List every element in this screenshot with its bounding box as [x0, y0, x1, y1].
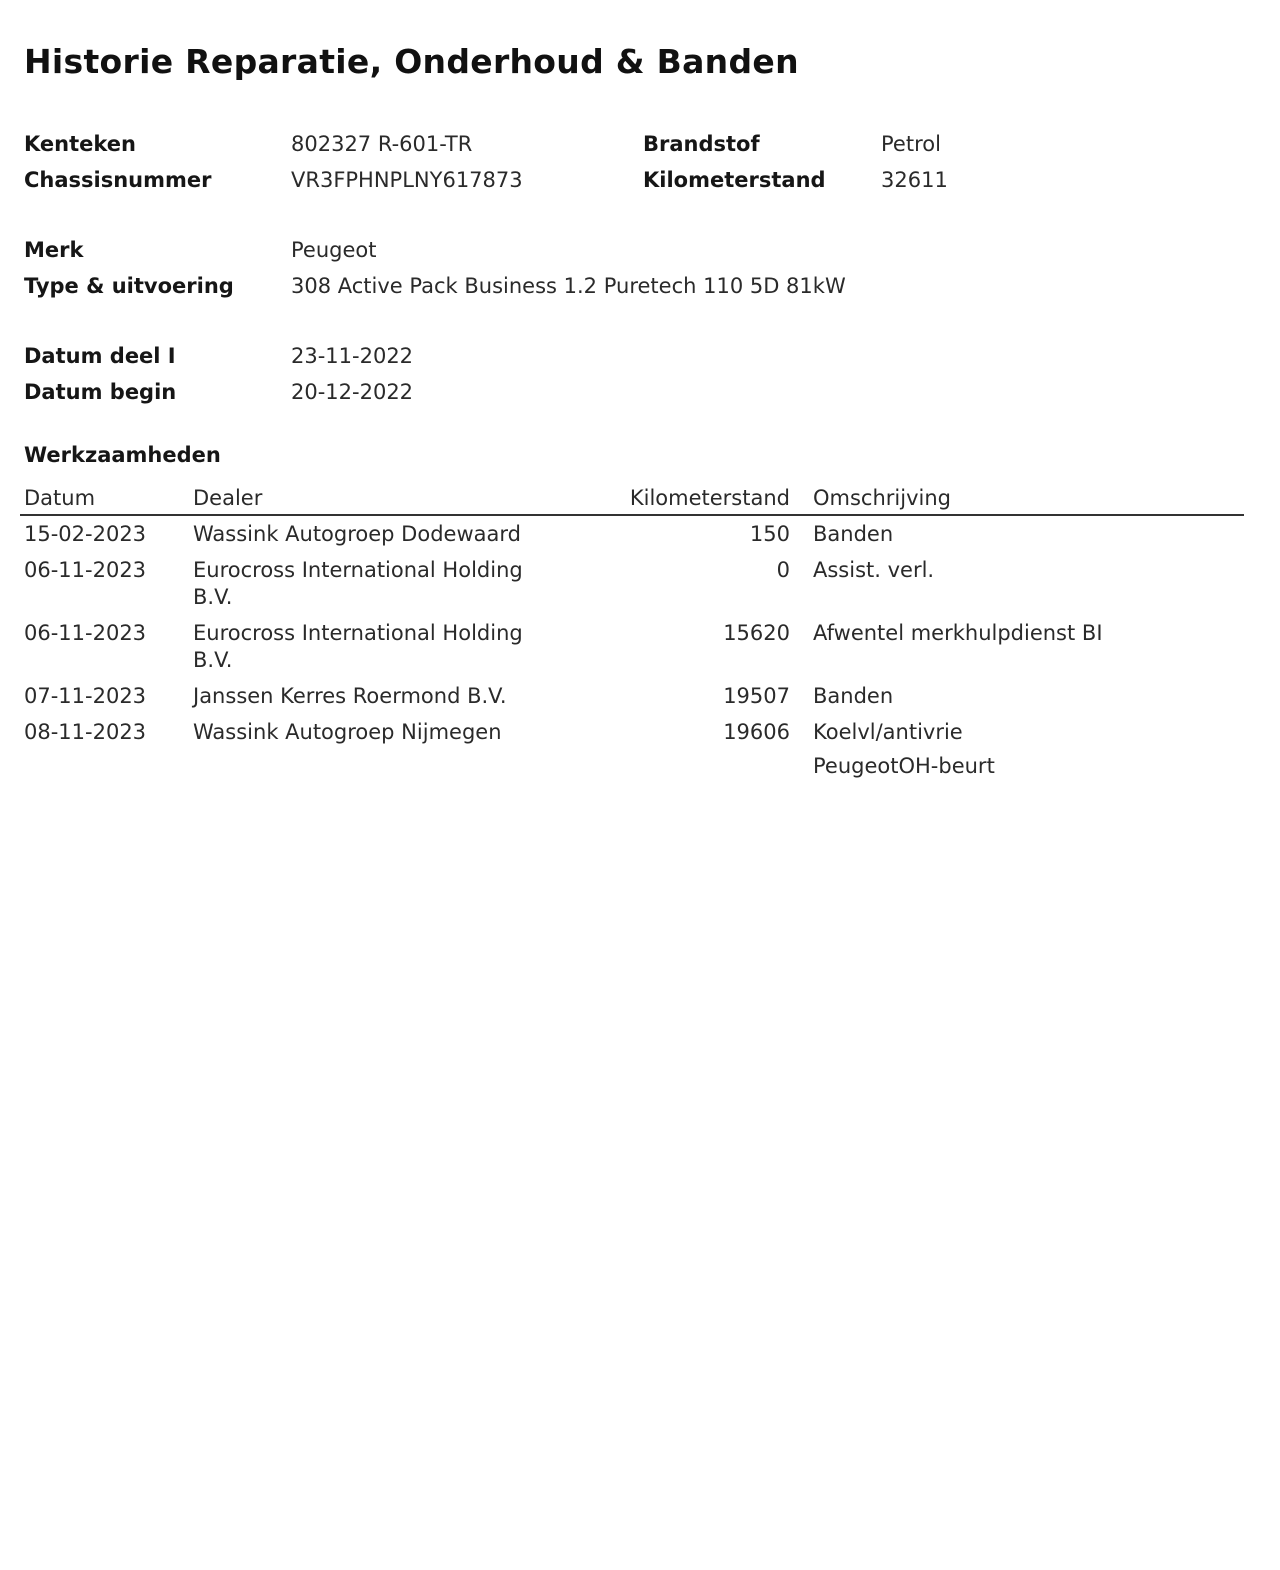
- cell-dealer: Eurocross International Holding: [193, 558, 523, 582]
- cell-omschrijving: Afwentel merkhulpdienst BI: [813, 621, 1103, 645]
- datum-begin-label: Datum begin: [24, 380, 177, 404]
- datum-deel-label: Datum deel I: [24, 344, 176, 368]
- column-header-kilometerstand: Kilometerstand: [629, 486, 790, 510]
- kenteken-value: 802327 R-601-TR: [291, 132, 473, 156]
- table-header-divider: [20, 514, 1244, 516]
- type-label: Type & uitvoering: [24, 274, 234, 298]
- brandstof-label: Brandstof: [643, 132, 760, 156]
- merk-label: Merk: [24, 238, 84, 262]
- cell-datum: 15-02-2023: [24, 522, 147, 546]
- cell-kilometerstand: 19507: [723, 684, 790, 708]
- cell-datum: 06-11-2023: [24, 621, 147, 645]
- cell-omschrijving: Banden: [813, 684, 894, 708]
- cell-dealer: Wassink Autogroep Nijmegen: [193, 720, 502, 744]
- chassis-value: VR3FPHNPLNY617873: [291, 168, 523, 192]
- merk-value: Peugeot: [291, 238, 377, 262]
- cell-dealer-continued: B.V.: [193, 648, 233, 672]
- kilometerstand-label: Kilometerstand: [643, 168, 826, 192]
- cell-kilometerstand: 150: [749, 522, 790, 546]
- kilometerstand-value: 32611: [881, 168, 948, 192]
- datum-begin-value: 20-12-2022: [291, 380, 414, 404]
- column-header-datum: Datum: [24, 486, 96, 510]
- datum-deel-value: 23-11-2022: [291, 344, 414, 368]
- cell-dealer: Eurocross International Holding: [193, 621, 523, 645]
- brandstof-value: Petrol: [881, 132, 941, 156]
- cell-dealer: Janssen Kerres Roermond B.V.: [193, 684, 507, 708]
- cell-dealer: Wassink Autogroep Dodewaard: [193, 522, 521, 546]
- cell-datum: 06-11-2023: [24, 558, 147, 582]
- cell-dealer-continued: B.V.: [193, 585, 233, 609]
- cell-kilometerstand: 15620: [723, 621, 790, 645]
- cell-omschrijving: Assist. verl.: [813, 558, 935, 582]
- column-header-omschrijving: Omschrijving: [813, 486, 951, 510]
- type-value: 308 Active Pack Business 1.2 Puretech 110 5D 81kW: [291, 274, 846, 298]
- chassis-label: Chassisnummer: [24, 168, 212, 192]
- cell-omschrijving: Banden: [813, 522, 894, 546]
- cell-kilometerstand: 19606: [723, 720, 790, 744]
- page-title: Historie Reparatie, Onderhoud & Banden: [24, 42, 799, 81]
- cell-omschrijving: Koelvl/antivrie: [813, 720, 963, 744]
- cell-datum: 07-11-2023: [24, 684, 147, 708]
- kenteken-label: Kenteken: [24, 132, 136, 156]
- cell-datum: 08-11-2023: [24, 720, 147, 744]
- column-header-dealer: Dealer: [193, 486, 263, 510]
- cell-kilometerstand: 0: [776, 558, 790, 582]
- werkzaamheden-heading: Werkzaamheden: [24, 443, 221, 467]
- cell-omschrijving-continued: PeugeotOH-beurt: [813, 754, 995, 778]
